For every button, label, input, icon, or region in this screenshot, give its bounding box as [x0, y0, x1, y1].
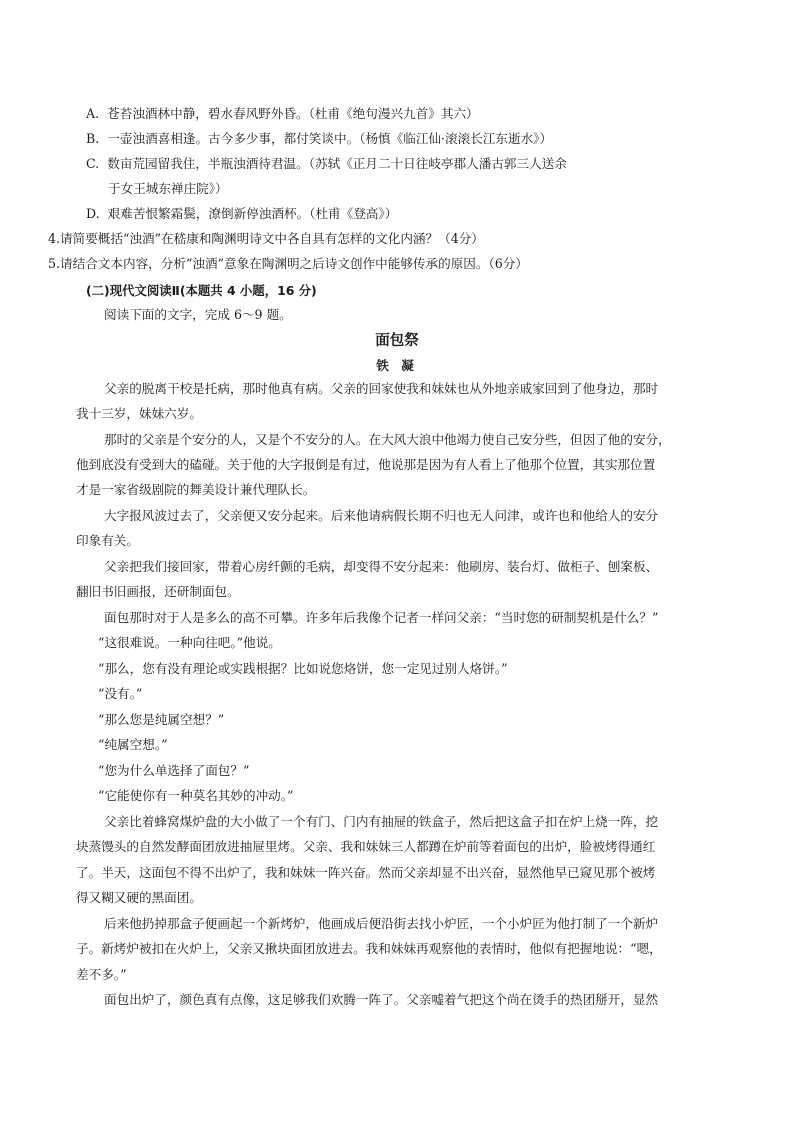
article-line: 得又糊又硬的黑面团。: [76, 890, 202, 905]
dialogue-line: “您为什么单选择了面包？”: [98, 763, 250, 778]
article-line: 子。新烤炉被扣在火炉上，父亲又揪块面团放进去。我和妹妹再观察他的表情时，他似有把握地说：“嗯，: [76, 941, 662, 956]
article-line: 父亲比着蜂窝煤炉盘的大小做了一个有门、门内有抽屉的铁盒子，然后把这盒子扣在炉上烧一阵，挖: [104, 814, 659, 829]
dialogue-line: “那么，您有没有理论或实践根据？比如说您烙饼，您一定见过别人烙饼。”: [98, 661, 508, 676]
article-line: 他到底没有受到大的磕碰。关于他的大字报倒是有过，他说那是因为有人看上了他那个位置，其实那位置: [76, 457, 656, 472]
article-line: 块蒸馒头的自然发酵面团放进抽屉里烤。父亲、我和妹妹三人都蹲在炉前等着面包的出炉，脸被烤得通红: [76, 839, 656, 854]
article-line: 印象有关。: [76, 533, 139, 548]
article-line: 面包出炉了，颜色真有点像，这足够我们欢腾一阵了。父亲嘘着气把这个尚在烫手的热团掰开，显然: [104, 992, 659, 1007]
option-text: 一壶浊酒喜相逢。古今多少事，都付笑谈中。（杨慎《临江仙·滚滚长江东逝水》）: [107, 131, 553, 146]
option-b: [86, 130, 552, 148]
option-letter: D.: [86, 206, 100, 221]
option-c-continuation: 于女王城东禅庄院》）: [108, 181, 228, 196]
article-author: 铁 凝: [376, 358, 418, 373]
article-title: 面包祭: [375, 333, 419, 349]
article-line: 面包那时对于人是多么的高不可攀。许多年后我像个记者一样问父亲：“当时您的研制契机是什么？”: [104, 610, 659, 625]
dialogue-line: “纯属空想。”: [98, 737, 168, 752]
option-letter: A.: [86, 106, 100, 121]
option-letter: C.: [86, 156, 100, 171]
dialogue-line: “它能使你有一种莫名其妙的冲动。”: [98, 788, 294, 803]
option-c: [86, 155, 567, 173]
option-d: [86, 205, 397, 223]
article-line: 了。半天，这面包不得不出炉了，我和妹妹一阵兴奋。然而父亲却显不出兴奋，显然他早已窥见那个被烤: [76, 865, 656, 880]
article-line: 父亲的脱离干校是托病，那时他真有病。父亲的回家使我和妹妹也从外地亲戚家回到了他身边，那时: [104, 381, 659, 396]
option-letter: B.: [86, 131, 100, 146]
article-line: 我十三岁，妹妹六岁。: [76, 406, 202, 421]
option-text: 苍苔浊酒林中静，碧水春风野外昏。（杜甫《绝句漫兴九首》其六）: [107, 106, 479, 121]
section-heading: (二)现代文阅读Ⅱ(本题共 4 小题，16 分): [86, 283, 317, 298]
dialogue-line: “那么您是纯属空想？”: [98, 712, 225, 727]
option-text: 艰难苦恨繁霜鬓，潦倒新停浊酒杯。（杜甫《登高》）: [107, 206, 398, 221]
article-line: 后来他扔掉那盒子便画起一个新烤炉，他画成后便沿街去找小炉匠，一个小炉匠为他打制了一个新炉: [104, 916, 659, 931]
article-line: 父亲把我们接回家，带着心房纤颤的毛病，却变得不安分起来：他刷房、装台灯、做柜子、刨案板、: [104, 559, 659, 574]
dialogue-line: “没有。”: [98, 686, 143, 701]
section-instruction: 阅读下面的文字，完成 6～9 题。: [104, 307, 292, 322]
option-a: [86, 105, 479, 123]
article-line: 差不多。”: [76, 967, 127, 982]
dialogue-line: “这很难说。一种向往吧。”他说。: [98, 635, 281, 650]
article-line: 翻旧书旧画报，还研制面包。: [76, 584, 240, 599]
question-5: 5.请结合文本内容，分析“浊酒”意象在陶渊明之后诗文创作中能够传承的原因。（6分）: [48, 256, 528, 271]
article-line: 才是一家省级剧院的舞美设计兼代理队长。: [76, 482, 316, 497]
question-4: 4.请简要概括“浊酒”在嵇康和陶渊明诗文中各自具有怎样的文化内涵？（4分）: [48, 231, 484, 246]
article-line: 大字报风波过去了，父亲便又安分起来。后来他请病假长期不归也无人问津，或许也和他给人的安分: [104, 508, 659, 523]
option-text: 数亩荒园留我住，半瓶浊酒待君温。（苏轼《正月二十日往岐亭郡人潘古郭三人送余: [107, 156, 567, 171]
article-line: 那时的父亲是个安分的人，又是个不安分的人。在大风大浪中他竭力使自己安分些，但因了他的安分，: [104, 432, 671, 447]
